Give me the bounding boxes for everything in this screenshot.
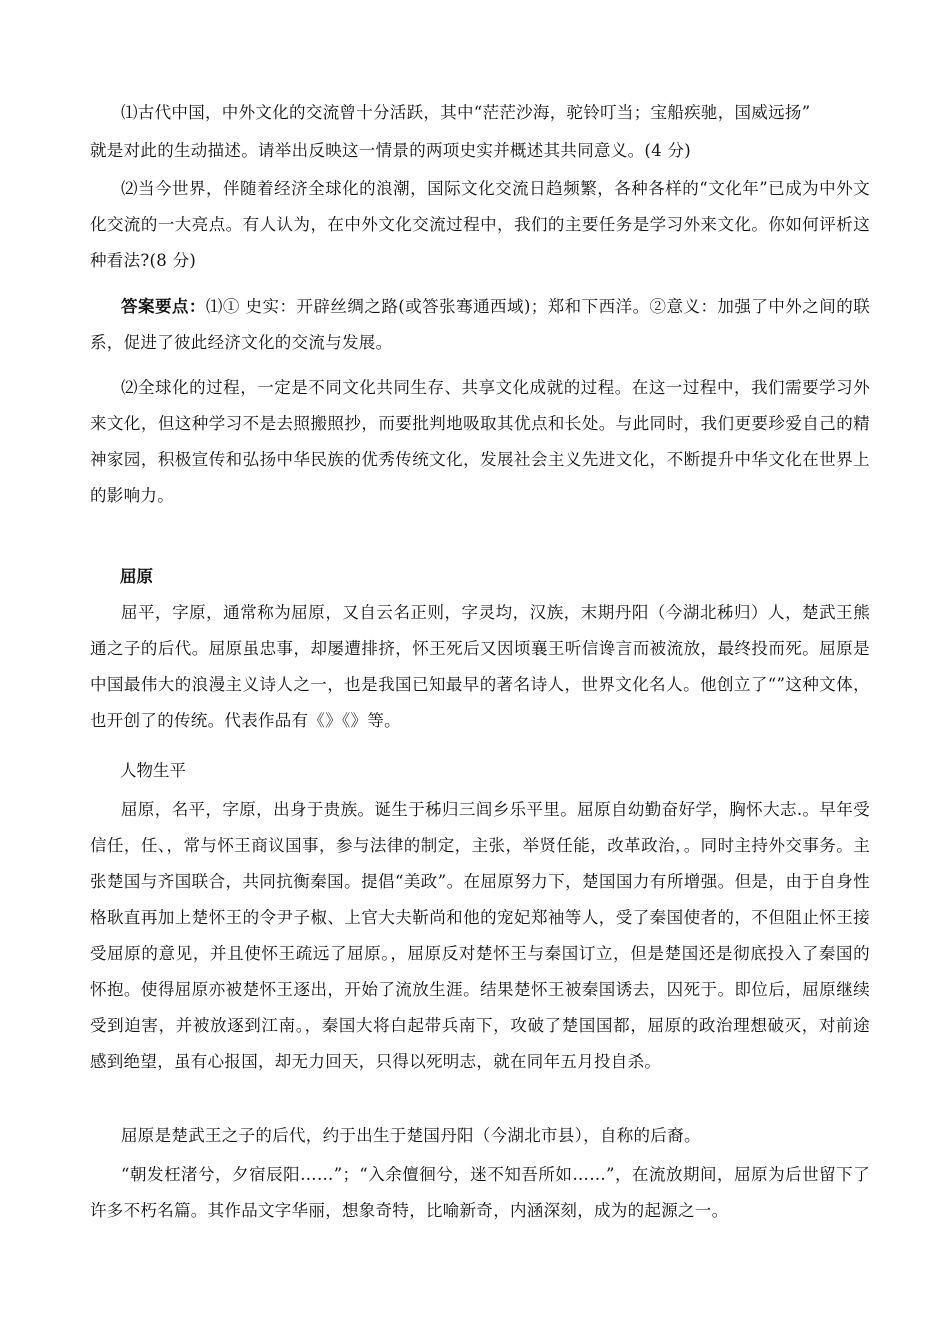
- answer-point-2-text: ⑵全球化的过程，一定是不同文化共同生存、共享文化成就的过程。在这一过程中，我们需要学习外来文化，但这种学习不是去照搬照抄，而要批判地吸取其优点和长处。与此同时，我们更要珍爱自己的精神家园，积极宣传和弘扬中华民族的优秀传统文化，发展社会主义先进文化，不断提升中华文化在世界上的影响力。: [90, 378, 870, 505]
- section-title-quyuan: 屈原: [120, 567, 153, 586]
- answer-point-1: [90, 289, 870, 361]
- answer-point-1-text: ⑴① 史实：开辟丝绸之路(或答张骞通西域)；郑和下西洋。②意义：加强了中外之间的联系，促进了彼此经济文化的交流与发展。: [90, 297, 871, 352]
- section-title-life: 人物生平: [120, 761, 186, 780]
- answer-point-2: [90, 370, 870, 514]
- quyuan-works-text: “朝发枉渚兮，夕宿辰阳……”；“入余儃徊兮，迷不知吾所如……”，在流放期间，屈原为后世留下了许多不朽名篇。其作品文字华丽，想象奇特，比喻新奇，内涵深刻，成为的起源之一。: [90, 1165, 870, 1220]
- question-1-text-a: ⑴古代中国，中外文化的交流曾十分活跃，其中“茫茫沙海，驼铃叮当；宝船疾驰，国威远扬”: [121, 103, 811, 122]
- quyuan-descent-text: 屈原是楚武王之子的后代，约于出生于楚国丹阳（今湖北市县），自称的后裔。: [121, 1126, 701, 1145]
- quyuan-life-text: 屈原，名平，字原，出身于贵族。诞生于秭归三闾乡乐平里。屈原自幼勤奋好学，胸怀大志.。早年受信任，任、，常与怀王商议国事，参与法律的制定，主张，举贤任能，改革政治，。同时主持外交事务。主张楚国与齐国联合，共同抗衡秦国。提倡“美政”。在屈原努力下，楚国国力有所增强。但是，由于自身性格耿直再加上楚怀王的令尹子椒、上官大夫靳尚和他的宠妃郑袖等人，受了秦国使者的，不但阻止怀王接受屈原的意见，并且使怀王疏远了屈原。，屈原反对楚怀王与秦国订立，但是楚国还是彻底投入了秦国的怀抱。使得屈原亦被楚怀王逐出，开始了流放生涯。结果楚怀王被秦国诱去，囚死于。即位后，屈原继续受到迫害，并被放逐到江南。，秦国大将白起带兵南下，攻破了楚国国都，屈原的政治理想破灭，对前途感到绝望，虽有心报国，却无力回天，只得以死明志，就在同年五月投自杀。: [90, 800, 870, 1071]
- question-2-text: ⑵当今世界，伴随着经济全球化的浪潮，国际文化交流日趋频繁，各种各样的“文化年”已成为中外文化交流的一大亮点。有人认为，在中外文化交流过程中，我们的主要任务是学习外来文化。你如何评析这种看法?(8 分): [90, 179, 870, 270]
- quyuan-descent: [90, 1118, 870, 1154]
- quyuan-intro: [90, 595, 870, 739]
- quyuan-life: [90, 792, 870, 1080]
- answer-label: 答案要点：: [121, 297, 206, 316]
- question-1-line-2: [90, 133, 870, 169]
- quyuan-intro-text: 屈平，字原，通常称为屈原，又自云名正则，字灵均，汉族，末期丹阳（今湖北秭归）人，楚武王熊通之子的后代。屈原虽忠事，却屡遭排挤，怀王死后又因顷襄王听信谗言而被流放，最终投而死。屈原是中国最伟大的浪漫主义诗人之一，也是我国已知最早的著名诗人，世界文化名人。他创立了“”这种文体，也开创了的传统。代表作品有《》《》等。: [90, 603, 870, 730]
- quyuan-works: [90, 1157, 870, 1229]
- question-1-line-1: [121, 95, 873, 131]
- question-2: [90, 171, 870, 279]
- question-1-text-b: 就是对此的生动描述。请举出反映这一情景的两项史实并概述其共同意义。(4 分): [90, 141, 692, 160]
